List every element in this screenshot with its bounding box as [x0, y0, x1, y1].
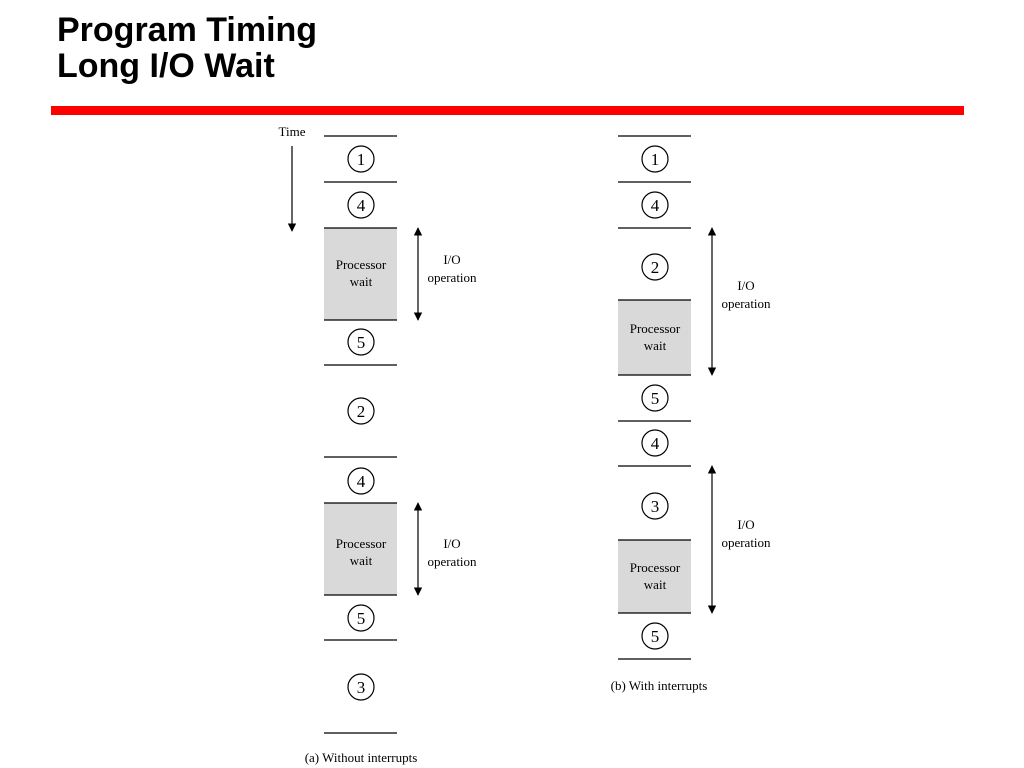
- io-operation-label: operation: [427, 554, 477, 569]
- segment-number: [642, 254, 668, 280]
- segment-number: [348, 605, 374, 631]
- processor-wait-label: Processor: [335, 536, 387, 551]
- time-label: Time: [278, 124, 306, 139]
- svg-text:3: 3: [650, 497, 660, 516]
- svg-text:1: 1: [650, 150, 660, 169]
- io-operation-label: I/O: [737, 278, 755, 293]
- processor-wait-label: wait: [349, 553, 373, 568]
- svg-text:2: 2: [356, 402, 366, 421]
- segment-number: [642, 623, 668, 649]
- panel-a-without-interrupts: [305, 136, 477, 765]
- svg-text:1: 1: [356, 150, 366, 169]
- processor-wait-label: wait: [643, 577, 667, 592]
- segment-number: [642, 192, 668, 218]
- segment-number: [642, 146, 668, 172]
- io-operation-label: operation: [721, 296, 771, 311]
- svg-text:4: 4: [356, 472, 366, 491]
- segment-number: [348, 468, 374, 494]
- io-operation-label: I/O: [443, 252, 461, 267]
- processor-wait-label: wait: [349, 274, 373, 289]
- processor-wait-label: Processor: [335, 257, 387, 272]
- svg-text:4: 4: [650, 196, 660, 215]
- io-operation-label: I/O: [443, 536, 461, 551]
- segment-number: [642, 430, 668, 456]
- segment-number: [642, 493, 668, 519]
- processor-wait-label: wait: [643, 338, 667, 353]
- svg-text:2: 2: [650, 258, 660, 277]
- svg-text:5: 5: [356, 333, 366, 352]
- slide-title-line-2: Long I/O Wait: [57, 47, 275, 85]
- panel-b-with-interrupts: [611, 136, 771, 693]
- svg-text:5: 5: [650, 389, 660, 408]
- segment-number: [642, 385, 668, 411]
- segment-number: [348, 192, 374, 218]
- processor-wait-label: Processor: [629, 321, 681, 336]
- panel-a-caption: (a) Without interrupts: [304, 750, 418, 765]
- segment-number: [348, 398, 374, 424]
- io-operation-label: I/O: [737, 517, 755, 532]
- svg-text:5: 5: [650, 627, 660, 646]
- svg-text:3: 3: [356, 678, 366, 697]
- io-operation-label: operation: [721, 535, 771, 550]
- svg-text:5: 5: [356, 609, 366, 628]
- io-operation-label: operation: [427, 270, 477, 285]
- segment-number: [348, 329, 374, 355]
- processor-wait-label: Processor: [629, 560, 681, 575]
- svg-text:4: 4: [650, 434, 660, 453]
- slide-title-line-1: Program Timing: [57, 11, 318, 49]
- segment-number: [348, 146, 374, 172]
- svg-text:4: 4: [356, 196, 366, 215]
- segment-number: [348, 674, 374, 700]
- panel-b-caption: (b) With interrupts: [610, 678, 708, 693]
